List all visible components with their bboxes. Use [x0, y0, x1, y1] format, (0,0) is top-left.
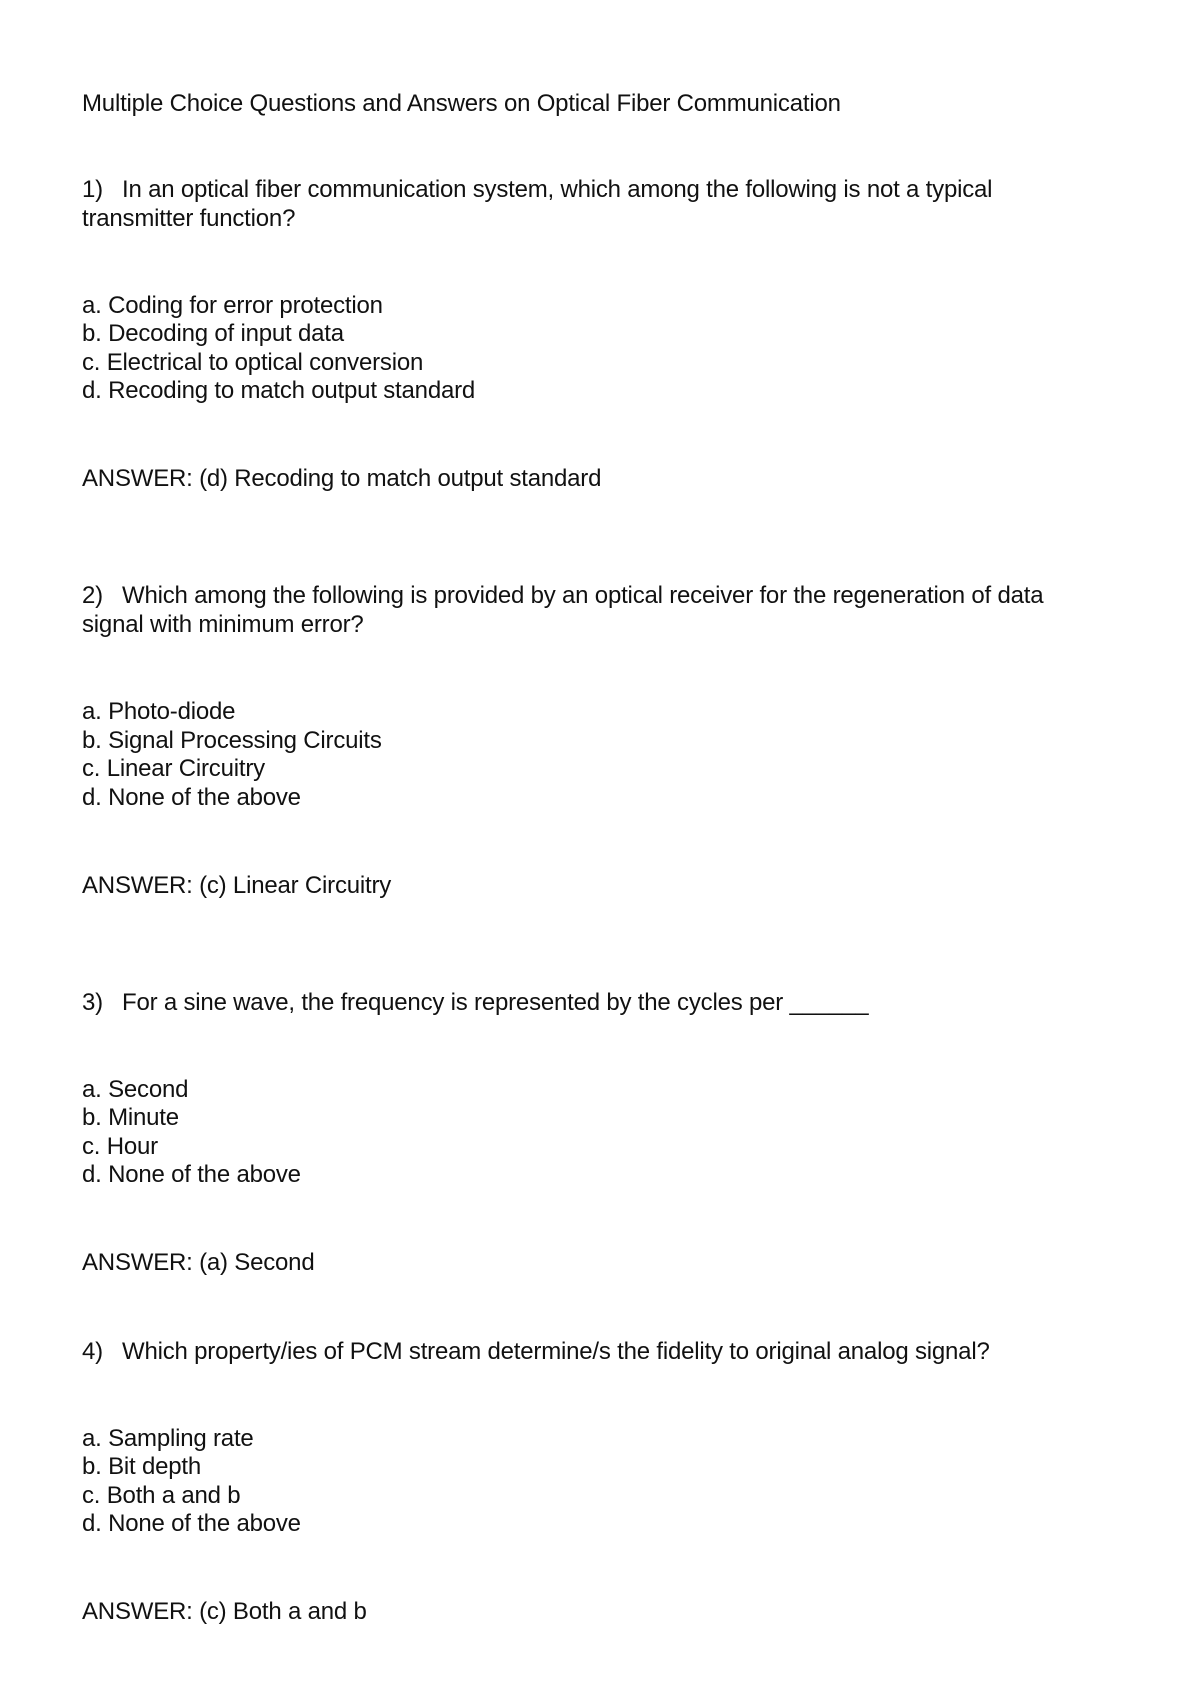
answer: ANSWER: (a) Second	[82, 1249, 315, 1276]
question-number: 2)	[82, 582, 103, 609]
page-title: Multiple Choice Questions and Answers on Optical Fiber Communication	[82, 90, 841, 117]
option-d: d. None of the above	[82, 784, 301, 811]
answer: ANSWER: (c) Both a and b	[82, 1598, 367, 1625]
option-b: b. Minute	[82, 1104, 179, 1131]
question-number: 3)	[82, 989, 103, 1016]
option-a: a. Sampling rate	[82, 1425, 254, 1452]
option-b: b. Signal Processing Circuits	[82, 727, 382, 754]
question-4	[82, 1338, 990, 1366]
option-c: c. Both a and b	[82, 1482, 241, 1509]
answer: ANSWER: (c) Linear Circuitry	[82, 872, 392, 899]
question-text: Which among the following is provided by an optical receiver for the regeneration of data	[122, 582, 1044, 609]
option-c: c. Hour	[82, 1133, 158, 1160]
question-3	[82, 989, 868, 1017]
option-d: d. None of the above	[82, 1161, 301, 1188]
option-b: b. Decoding of input data	[82, 320, 344, 347]
question-2	[82, 582, 1043, 610]
question-text-continued: signal with minimum error?	[82, 611, 364, 638]
question-1	[82, 176, 992, 204]
option-a: a. Second	[82, 1076, 189, 1103]
option-b: b. Bit depth	[82, 1453, 202, 1480]
option-d: d. Recoding to match output standard	[82, 377, 476, 404]
question-number: 1)	[82, 176, 103, 203]
question-text: Which property/ies of PCM stream determine/s the fidelity to original analog signal?	[122, 1338, 990, 1365]
option-c: c. Electrical to optical conversion	[82, 349, 424, 376]
question-text: In an optical fiber communication system, which among the following is not a typical	[122, 176, 993, 203]
question-text-continued: transmitter function?	[82, 205, 296, 232]
question-number: 4)	[82, 1338, 103, 1365]
answer: ANSWER: (d) Recoding to match output standard	[82, 465, 602, 492]
option-d: d. None of the above	[82, 1510, 301, 1537]
option-a: a. Photo-diode	[82, 698, 236, 725]
question-text: For a sine wave, the frequency is represented by the cycles per ______	[122, 989, 869, 1016]
option-a: a. Coding for error protection	[82, 292, 383, 319]
option-c: c. Linear Circuitry	[82, 755, 265, 782]
